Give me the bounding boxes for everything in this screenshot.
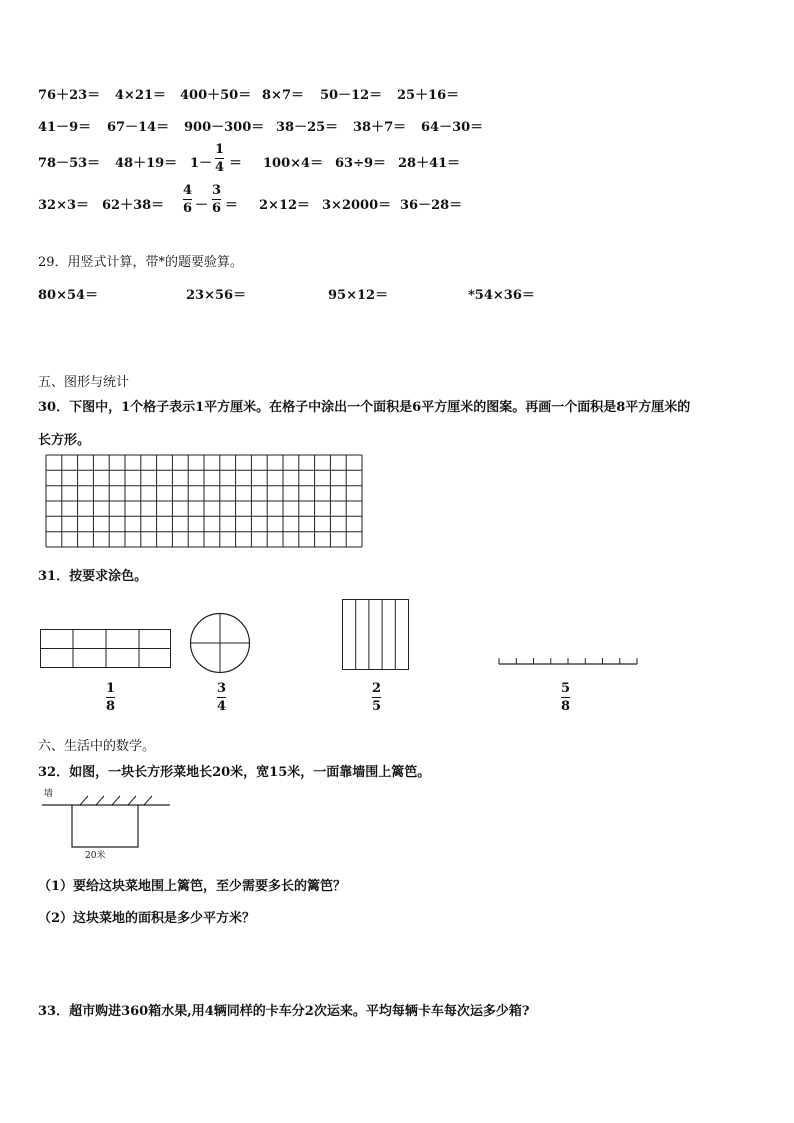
oral-item: 32×3＝ xyxy=(38,198,90,213)
circle-quarters[interactable] xyxy=(189,612,251,674)
oral-item: 36－28＝ xyxy=(400,198,463,213)
section-title: 六、生活中的数学。 xyxy=(38,739,156,754)
fraction-label: 2 5 xyxy=(372,681,382,714)
oral-item: 41－9＝ xyxy=(38,120,92,135)
fraction-three-sixths xyxy=(212,183,221,216)
q31-title: 31．按要求涂色。 xyxy=(38,569,148,584)
q29-item: 95×12＝ xyxy=(328,288,389,303)
oral-item: 400＋50＝ xyxy=(180,88,252,103)
oral-item: 62＋38＝ xyxy=(102,198,165,213)
fraction-four-sixths xyxy=(183,183,192,216)
q30-line1: 30．下图中，1个格子表示1平方厘米。在格子中涂出一个面积是6平方厘米的图案。再画一个面积是8平方厘米的 xyxy=(38,400,691,415)
fraction-label: 3 4 xyxy=(217,681,227,714)
q29-item: *54×36＝ xyxy=(468,288,535,303)
oral-item: 78－53＝ xyxy=(38,156,101,171)
numerator: 1 xyxy=(215,142,225,157)
segment-eighths[interactable] xyxy=(498,654,640,668)
frac-prefix: 1－ xyxy=(190,156,213,171)
oral-item: 28＋41＝ xyxy=(398,156,461,171)
oral-item: 25＋16＝ xyxy=(397,88,460,103)
oral-item: 100×4＝ xyxy=(263,156,324,171)
oral-item: 38＋7＝ xyxy=(353,120,407,135)
garden-diagram xyxy=(42,783,174,859)
rectangle-fifths[interactable] xyxy=(342,599,410,671)
oral-item: 67－14＝ xyxy=(107,120,170,135)
q32-sub1: （1）要给这块菜地围上篱笆，至少需要多长的篱笆？ xyxy=(38,879,347,894)
oral-item: 63÷9＝ xyxy=(335,156,387,171)
fraction-one-quarter xyxy=(215,142,224,175)
fraction-label: 5 8 xyxy=(561,681,571,714)
oral-item: 50－12＝ xyxy=(320,88,383,103)
numerator: 3 xyxy=(212,183,222,198)
oral-item: 76＋23＝ xyxy=(38,88,101,103)
length-label: 20米 xyxy=(85,851,106,861)
q29-item: 80×54＝ xyxy=(38,288,99,303)
oral-item: 3×2000＝ xyxy=(322,198,392,213)
numerator: 4 xyxy=(183,183,193,198)
oral-item: 48＋19＝ xyxy=(115,156,178,171)
q29-item: 23×56＝ xyxy=(186,288,247,303)
q30-line2: 长方形。 xyxy=(38,433,91,448)
oral-item: 8×7＝ xyxy=(262,88,304,103)
wall-label: 墙 xyxy=(44,789,54,799)
q33-title: 33．超市购进360箱水果,用4辆同样的卡车分2次运来。平均每辆卡车每次运多少箱? xyxy=(38,1004,530,1019)
square-grid[interactable] xyxy=(45,454,365,550)
q29-title: 29．用竖式计算，带*的题要验算。 xyxy=(38,255,244,270)
fraction-label: 1 8 xyxy=(106,681,116,714)
frac-operator: － xyxy=(195,198,209,213)
rectangle-eighths[interactable] xyxy=(40,629,172,669)
frac-equals: ＝ xyxy=(229,156,243,171)
denominator: 6 xyxy=(212,201,222,216)
oral-item: 64－30＝ xyxy=(421,120,484,135)
oral-item: 4×21＝ xyxy=(115,88,167,103)
denominator: 6 xyxy=(183,201,193,216)
oral-item: 2×12＝ xyxy=(259,198,311,213)
oral-item: 38－25＝ xyxy=(276,120,339,135)
section-title: 五、图形与统计 xyxy=(38,375,130,390)
frac-equals: ＝ xyxy=(225,198,239,213)
denominator: 4 xyxy=(215,160,225,175)
oral-item: 900－300＝ xyxy=(184,120,265,135)
q32-sub2: （2）这块菜地的面积是多少平方米？ xyxy=(38,911,256,926)
q32-title: 32．如图，一块长方形菜地长20米，宽15米，一面靠墙围上篱笆。 xyxy=(38,765,431,780)
